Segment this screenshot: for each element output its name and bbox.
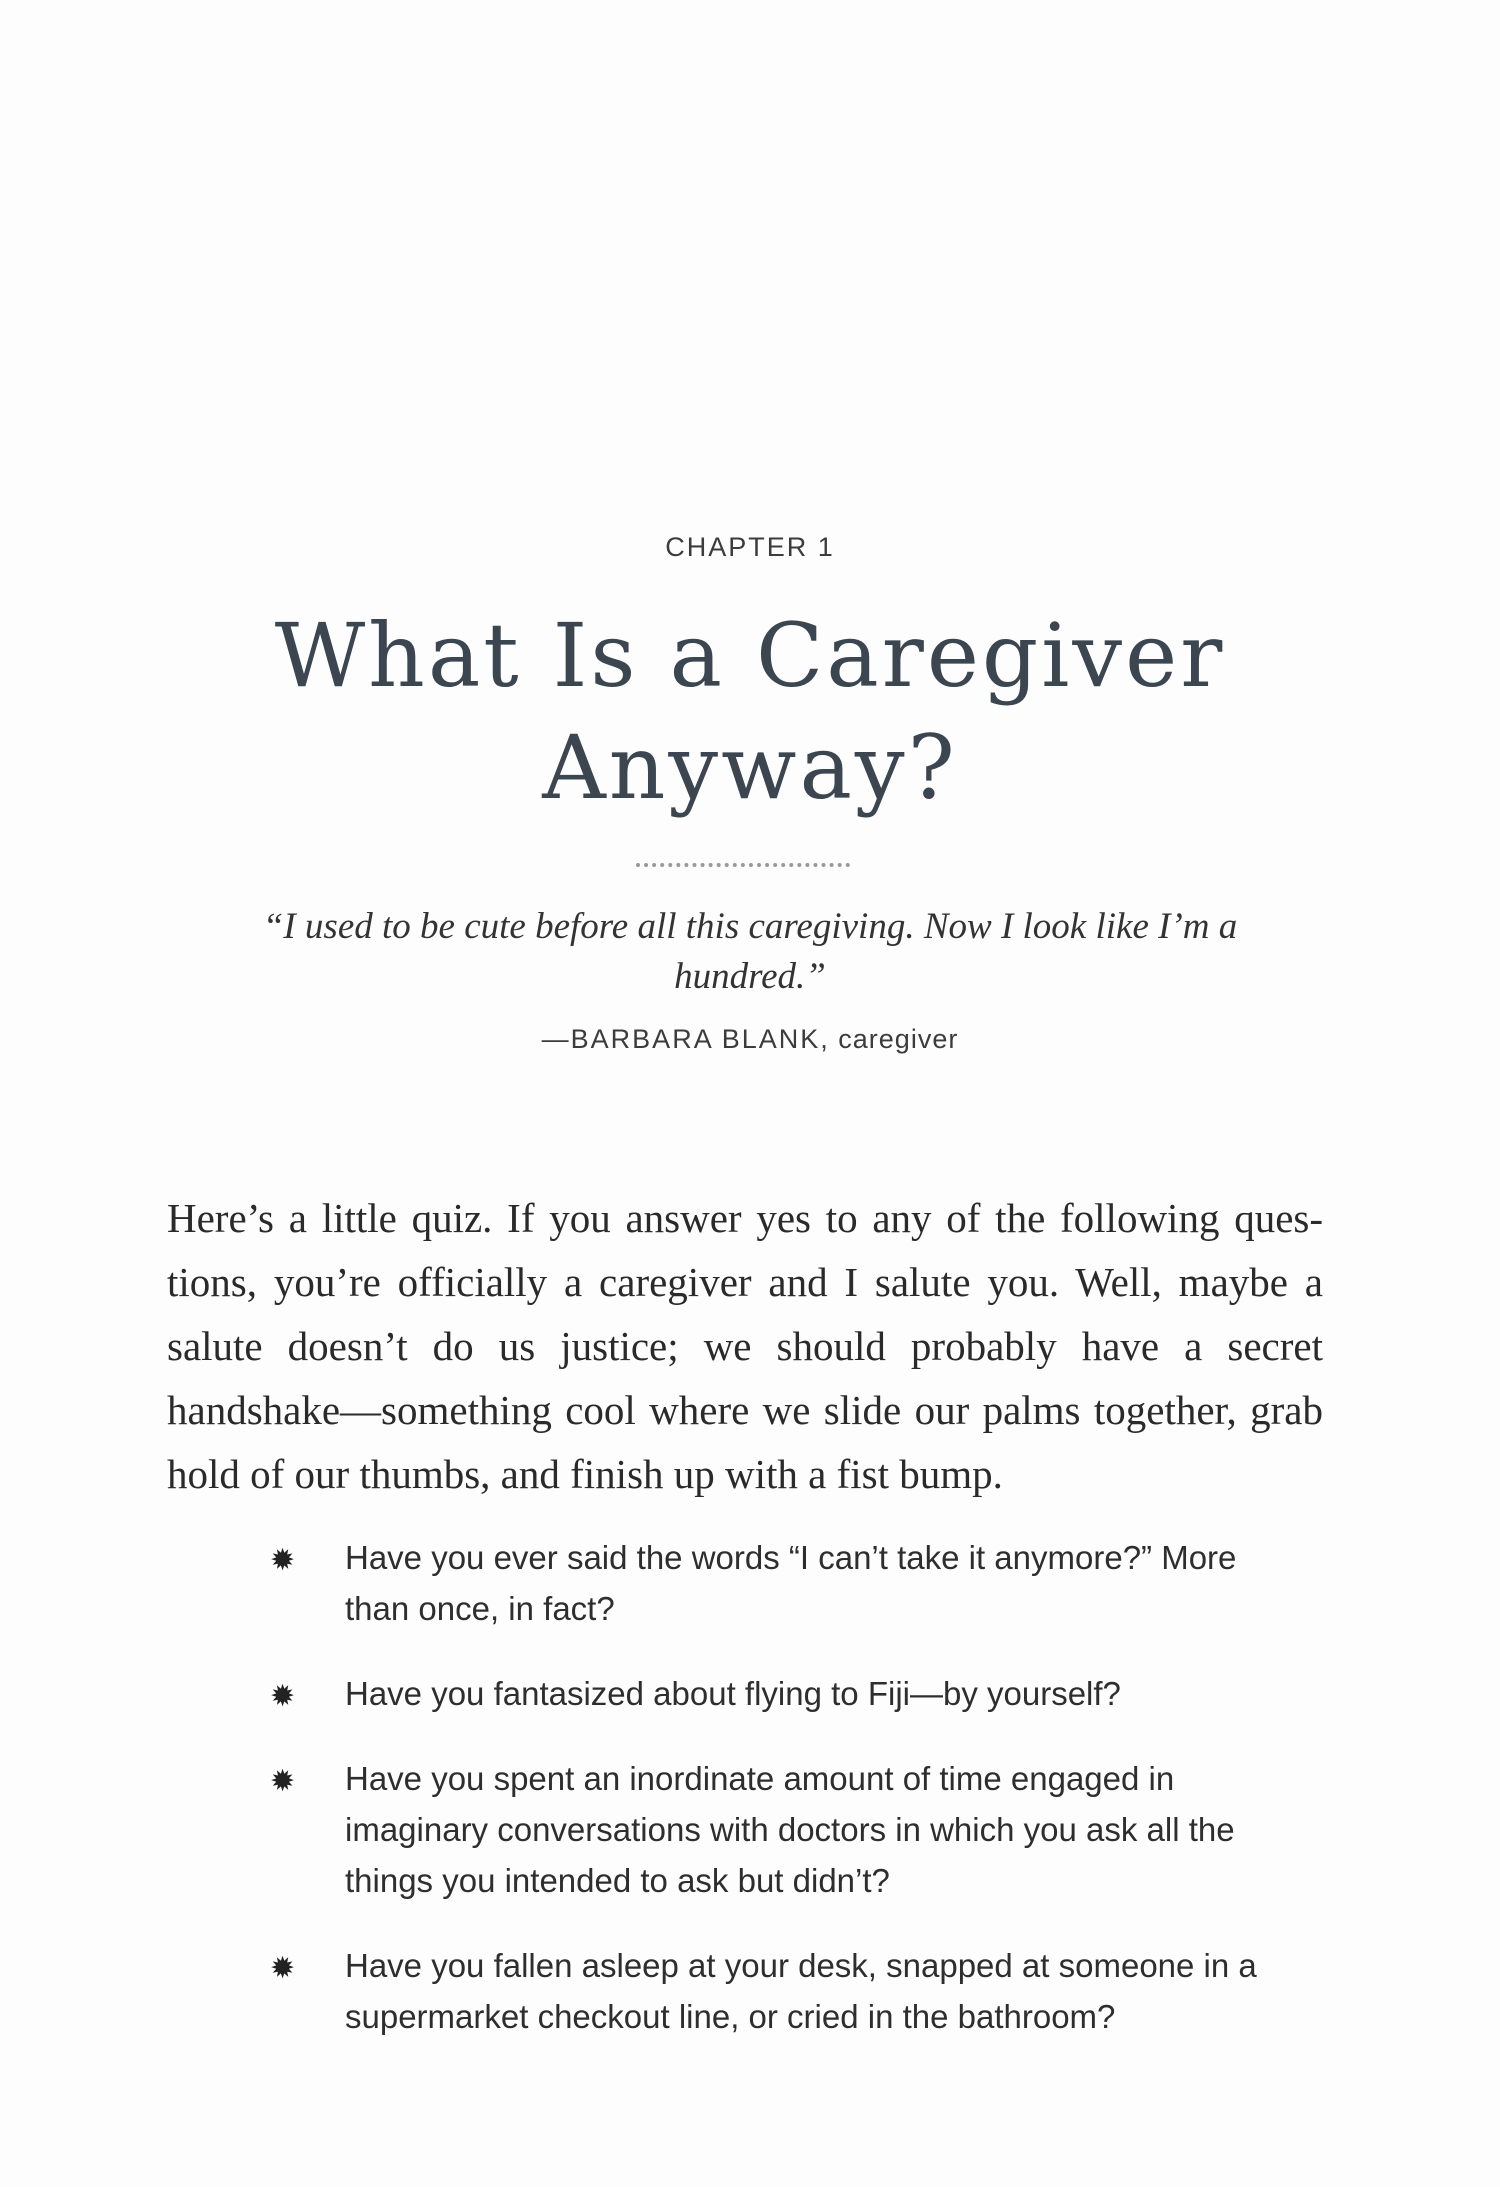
intro-paragraph: Here’s a little quiz. If you answer yes to any of the following questions, you’re officially a caregiver and I salute you. Well, maybe a salute doesn’t do us justice; we should probably have a secret handshake—something cool where we slide our palms together, grab hold of our thumbs, and finish up with a fist bump. — [167, 1195, 1323, 1497]
list-item — [270, 1753, 1290, 1906]
attribution-role: caregiver — [838, 1024, 959, 1054]
list-item — [270, 1940, 1290, 2042]
chapter-title: What Is a Caregiver Anyway? — [274, 604, 1226, 819]
list-item — [270, 1668, 1290, 1719]
chapter-label: CHAPTER 1 — [665, 532, 835, 562]
epigraph-quote: “I used to be cute before all this caregiving. Now I look like I’m a hundred.” — [262, 906, 1238, 997]
list-item-text: Have you spent an inordinate amount of time engaged in imaginary conversations with doctors in which you ask all the things you intended to ask but didn’t? — [345, 1760, 1235, 1899]
list-item-text: Have you ever said the words “I can’t take it anymore?” More than once, in fact? — [345, 1539, 1237, 1627]
starburst-icon: ✹ — [270, 1544, 296, 1577]
list-item-text: Have you fantasized about flying to Fiji—by yourself? — [345, 1675, 1121, 1712]
list-item-text: Have you fallen asleep at your desk, snapped at someone in a supermarket checkout line, or cried in the bathroom? — [345, 1947, 1257, 2035]
quiz-list — [270, 1532, 1290, 2076]
starburst-icon: ✹ — [270, 1765, 296, 1798]
ornamental-divider — [636, 863, 850, 867]
attribution-name: —BARBARA BLANK, — [541, 1024, 830, 1054]
epigraph-attribution — [0, 1024, 1500, 1055]
list-item — [270, 1532, 1290, 1634]
starburst-icon: ✹ — [270, 1952, 296, 1985]
starburst-icon: ✹ — [270, 1680, 296, 1713]
